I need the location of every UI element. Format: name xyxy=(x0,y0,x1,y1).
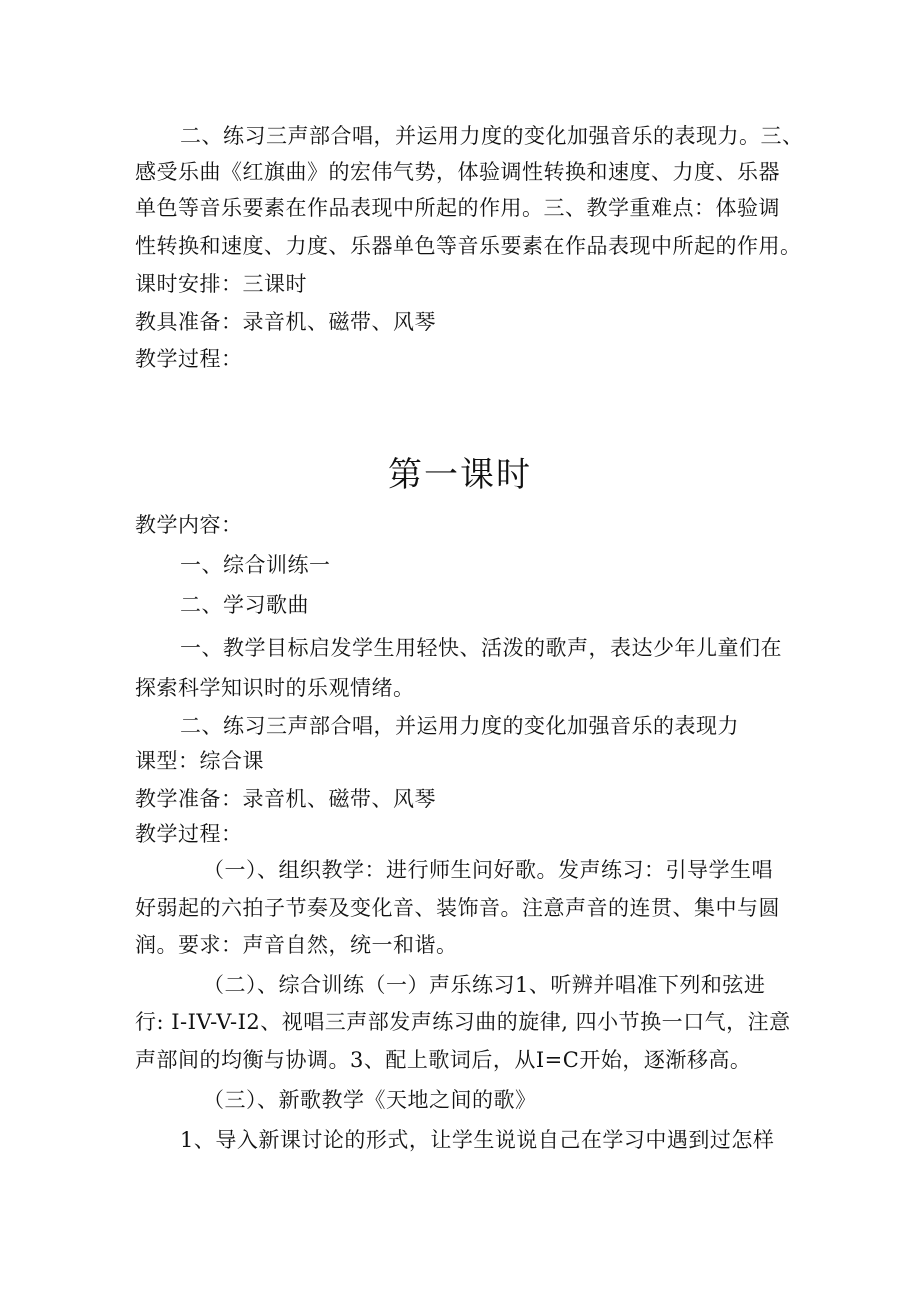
step1-line-2: 好弱起的六拍子节奏及变化音、装饰音。注意声音的连贯、集中与圆 xyxy=(135,896,780,920)
lesson-type: 课型：综合课 xyxy=(135,749,264,773)
intro-line-1: 二、练习三声部合唱，并运用力度的变化加强音乐的表现力。三、 xyxy=(180,124,804,148)
goal-line-1: 一、教学目标启发学生用轻快、活泼的歌声，表达少年儿童们在 xyxy=(180,636,782,660)
step1-line-3: 润。要求：声音自然，统一和谐。 xyxy=(135,933,458,957)
step4-line: 1、导入新课讨论的形式，让学生说说自己在学习中遇到过怎样 xyxy=(180,1128,775,1152)
goal-line-2: 探索科学知识时的乐观情绪。 xyxy=(135,676,415,700)
lesson-process: 教学过程： xyxy=(135,822,243,846)
schedule-line: 课时安排：三课时 xyxy=(135,272,307,296)
step2-line-1: （二）、综合训练（一）声乐练习1、听辨并唱准下列和弦进 xyxy=(203,973,766,997)
content-label: 教学内容： xyxy=(135,513,243,537)
tools-line: 教具准备：录音机、磁带、风琴 xyxy=(135,310,436,334)
goal-line-3: 二、练习三声部合唱，并运用力度的变化加强音乐的表现力 xyxy=(180,714,739,738)
content-item-2: 二、学习歌曲 xyxy=(180,593,309,617)
step3-line: （三）、新歌教学《天地之间的歌》 xyxy=(203,1088,537,1112)
step1-line-1: （一）、组织教学：进行师生问好歌。发声练习：引导学生唱 xyxy=(203,858,773,882)
lesson-prep: 教学准备：录音机、磁带、风琴 xyxy=(135,787,436,811)
step2-line-3: 声部间的均衡与协调。3、配上歌词后，从I=C开始，逐渐移高。 xyxy=(135,1048,752,1072)
step2-line-2: 行: I-IV-V-I2、视唱三声部发声练习曲的旋律, 四小节换一口气，注意 xyxy=(135,1010,791,1034)
process-line: 教学过程： xyxy=(135,347,243,371)
lesson-title: 第一课时 xyxy=(388,455,532,495)
content-item-1: 一、综合训练一 xyxy=(180,553,331,577)
intro-line-2: 感受乐曲《红旗曲》的宏伟气势，体验调性转换和速度、力度、乐器 xyxy=(135,160,780,184)
intro-line-3: 单色等音乐要素在作品表现中所起的作用。三、教学重难点：体验调 xyxy=(135,196,780,220)
intro-line-4: 性转换和速度、力度、乐器单色等音乐要素在作品表现中所起的作用。 xyxy=(135,234,802,258)
